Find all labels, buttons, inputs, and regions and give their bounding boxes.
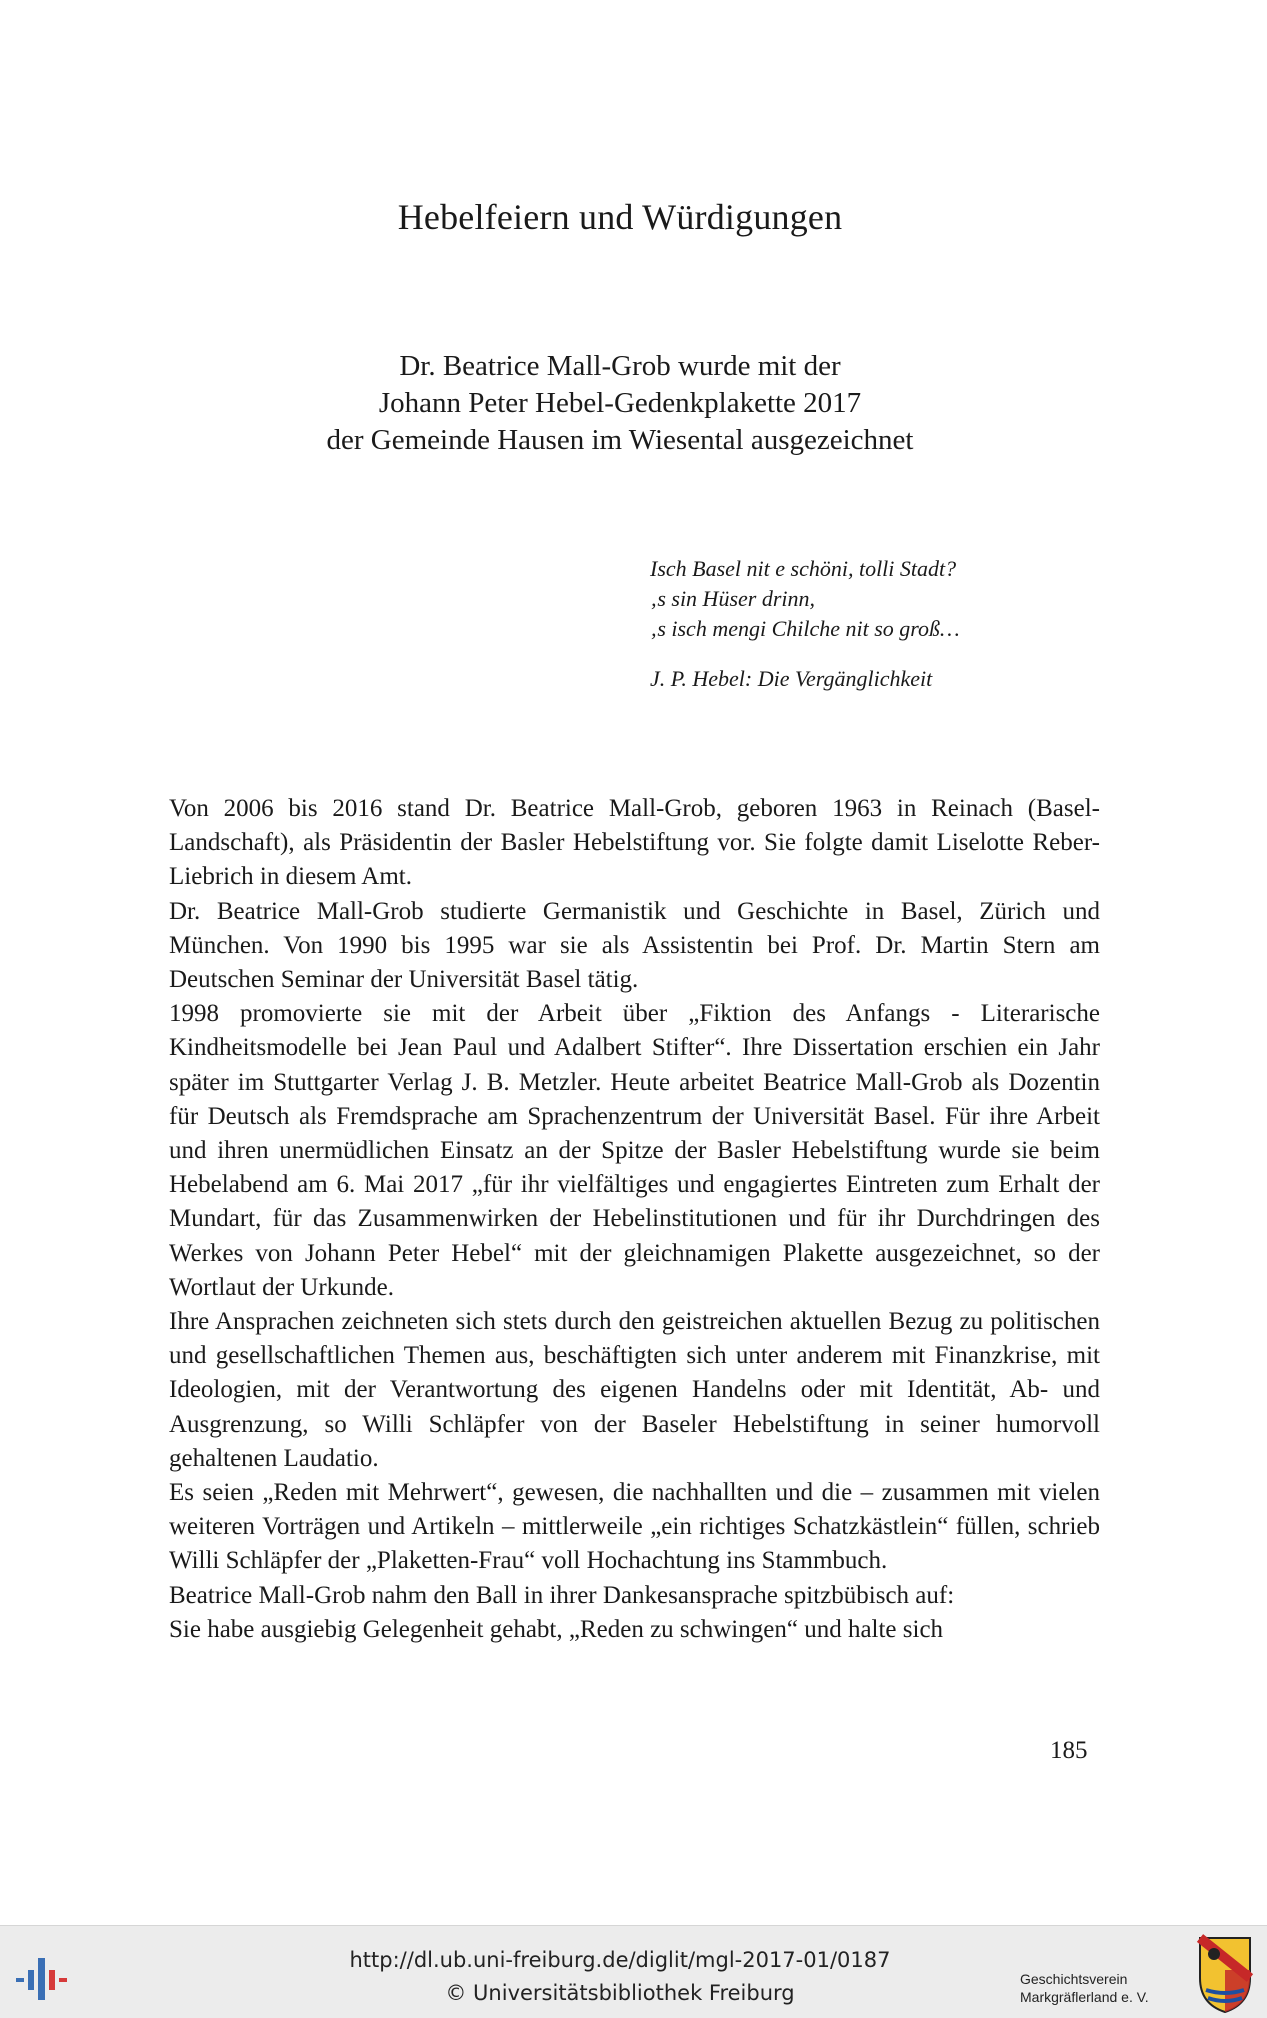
article-title-line: Dr. Beatrice Mall-Grob wurde mit der: [399, 350, 841, 382]
footer-org-line: Markgräflerland e. V.: [1020, 1989, 1149, 2005]
footer-url-link[interactable]: http://dl.ub.uni-freiburg.de/diglit/mgl-2017-01/0187: [349, 1948, 891, 1972]
epigraph-line: Isch Basel nit e schöni, tolli Stadt?: [650, 556, 957, 581]
footer-org-line: Geschichtsverein: [1020, 1971, 1128, 1987]
paragraph: Dr. Beatrice Mall-Grob studierte Germanistik und Geschichte in Basel, Zürich und München. Von 1990 bis 1995 war sie als Assistentin bei Prof. Dr. Martin Stern am Deutschen Seminar der Universität Basel tätig.: [169, 897, 1100, 994]
page-number: 185: [1050, 1737, 1088, 1764]
footer-organization: [1020, 1970, 1149, 2006]
epigraph-line: ‚s isch mengi Chilche nit so groß…: [650, 616, 960, 641]
paragraph: Beatrice Mall-Grob nahm den Ball in ihrer Dankesansprache spitzbübisch auf:: [169, 1581, 955, 1609]
article-title: [0, 348, 1240, 459]
paragraph: Ihre Ansprachen zeichneten sich stets durch den geistreichen aktuellen Bezug zu politischen und gesellschaftlichen Themen aus, beschäftigten sich unter anderem mit Finanzkrise, mit Ideologien, mit der Verantwortung des eigenen Handelns oder mit Identität, Ab- und Ausgrenzung, so Willi Schläpfer von der Baseler Hebelstiftung in seiner humorvoll gehaltenen Laudatio.: [169, 1308, 1100, 1472]
article-body: [169, 792, 1100, 1647]
section-title: Hebelfeiern und Würdigungen: [397, 197, 843, 237]
article-title-line: Johann Peter Hebel-Gedenkplakette 2017: [378, 387, 862, 419]
paragraph: Von 2006 bis 2016 stand Dr. Beatrice Mall-Grob, geboren 1963 in Reinach (Basel-Landschaft), als Präsidentin der Basler Hebelstiftung vor. Sie folgte damit Liselotte Reber-Liebrich in diesem Amt.: [169, 795, 1100, 891]
footer-bar: [0, 1925, 1267, 2018]
paragraph: Sie habe ausgiebig Gelegenheit gehabt, „Reden zu schwingen“ und halte sich: [169, 1615, 944, 1643]
article-title-line: der Gemeinde Hausen im Wiesental ausgezeichnet: [326, 424, 914, 456]
coat-of-arms-icon: [1196, 1934, 1254, 2014]
epigraph-line: ‚s sin Hüser drinn,: [650, 586, 816, 611]
footer-copyright: © Universitätsbibliothek Freiburg: [445, 1981, 795, 2005]
paragraph: Es seien „Reden mit Mehrwert“, gewesen, die nachhallten und die – zusammen mit vielen weiteren Vorträgen und Artikeln – mittlerweile „ein richtiges Schatzkästlein“ füllen, schrieb Willi Schläpfer der „Plaketten-Frau“ voll Hochachtung ins Stammbuch.: [169, 1479, 1100, 1575]
paragraph: 1998 promovierte sie mit der Arbeit über „Fiktion des Anfangs - Literarische Kindheitsmodelle bei Jean Paul und Adalbert Stifter“. Ihre Dissertation erschien ein Jahr später im Stuttgarter Verlag J. B. Metzler. Heute arbeitet Beatrice Mall-Grob als Dozentin für Deutsch als Fremdsprache am Sprachenzentrum der Universität Basel. Für ihre Arbeit und ihren unermüdlichen Einsatz an der Spitze der Basler Hebelstiftung wurde sie beim Hebelabend am 6. Mai 2017 „für ihr vielfältiges und engagiertes Eintreten zum Erhalt der Mundart, für das Zusammenwirken der Hebelinstitutionen und für ihr Durchdringen des Werkes von Johann Peter Hebel“ mit der gleichnamigen Plakette ausgezeichnet, so der Wortlaut der Urkunde.: [169, 1000, 1100, 1301]
epigraph-source: J. P. Hebel: Die Vergänglichkeit: [650, 666, 933, 691]
epigraph: [650, 554, 960, 694]
